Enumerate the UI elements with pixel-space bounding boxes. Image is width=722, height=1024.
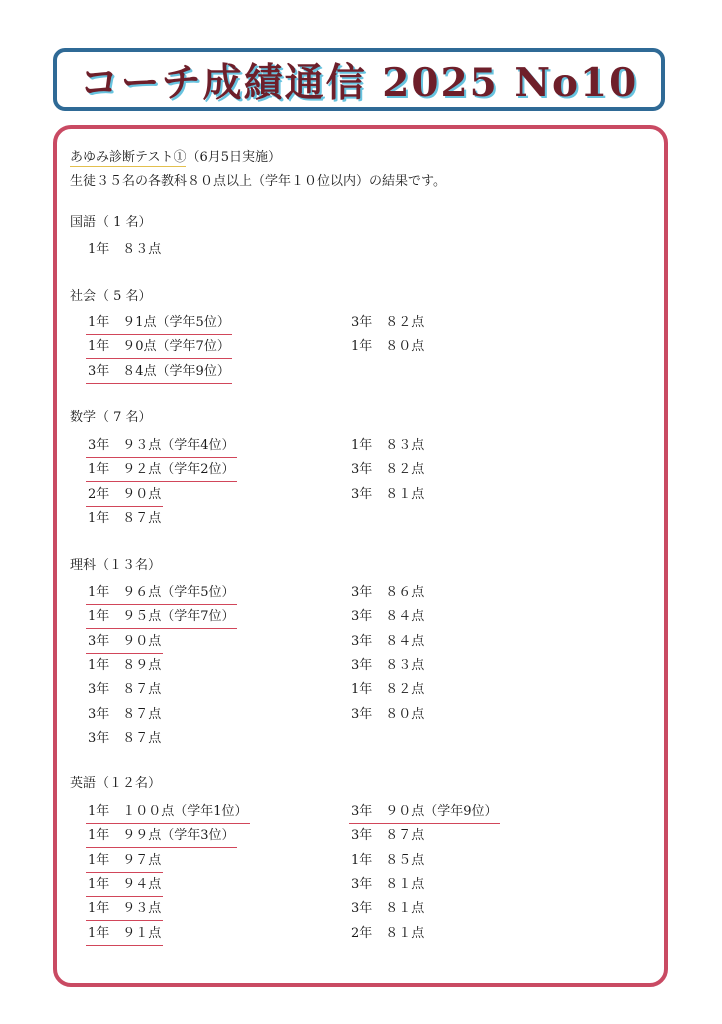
section-heading-kokugo: 国語（ 1 名） — [70, 215, 152, 230]
section-heading-sugaku: 数学（ 7 名） — [70, 410, 152, 425]
score-entry: 3年 ８１点 — [351, 876, 425, 892]
score-entry: 1年 ８２点 — [351, 682, 425, 698]
score-entry: 3年 ８４点 — [351, 633, 425, 649]
score-entry: 1年 ９５点（学年7位） — [86, 608, 237, 629]
score-entry: 3年 ９３点（学年4位） — [86, 437, 237, 458]
score-entry: 1年 ９７点 — [86, 852, 163, 873]
section-heading-eigo: 英語（１２名） — [70, 776, 162, 791]
score-entry: 2年 ９０点 — [86, 486, 163, 507]
score-entry: 3年 ８4点（学年9位） — [86, 363, 232, 384]
score-entry: 3年 ８７点 — [351, 828, 425, 844]
test-info-line — [70, 146, 446, 170]
score-entry: 2年 ８１点 — [351, 925, 425, 941]
score-entry: 1年 ８３点 — [88, 242, 162, 257]
score-entry: 3年 ８７点 — [88, 682, 162, 698]
score-entry: 3年 ８１点 — [351, 901, 425, 917]
score-entry: 3年 ８７点 — [88, 730, 162, 746]
score-entry: 3年 ８０点 — [351, 706, 425, 722]
score-entry: 1年 ９９点（学年3位） — [86, 827, 237, 848]
section-heading-shakai: 社会（ 5 名） — [70, 289, 152, 304]
score-entry: 1年 ９１点 — [86, 925, 163, 946]
score-entry: 1年 ８９点 — [88, 657, 162, 673]
score-entry: 1年 ９0点（学年7位） — [86, 338, 232, 359]
score-entry: 3年 ８２点 — [351, 462, 425, 478]
section-heading-rika: 理科（１３名） — [70, 558, 162, 573]
score-entry: 1年 ９２点（学年2位） — [86, 461, 237, 482]
score-entry: 1年 ９1点（学年5位） — [86, 314, 232, 335]
score-entry: 1年 ８５点 — [351, 852, 425, 868]
score-entry: 1年 ８０点 — [351, 339, 425, 355]
score-entry: 3年 ８４点 — [351, 609, 425, 625]
score-entry: 3年 ９０点（学年9位） — [349, 803, 500, 824]
score-entry: 1年 ９６点（学年5位） — [86, 584, 237, 605]
score-entry: 1年 ９３点 — [86, 900, 163, 921]
title-banner — [53, 48, 665, 111]
score-entry: 3年 ８１点 — [351, 486, 425, 502]
score-entry: 3年 ８６点 — [351, 585, 425, 600]
test-name: あゆみ診断テスト① — [70, 150, 187, 165]
score-entry: 3年 ８７点 — [88, 706, 162, 722]
page-title: コーチ成績通信 2025 No10 — [79, 59, 639, 106]
score-entry: 3年 ８３点 — [351, 657, 425, 673]
score-entry: 1年 １００点（学年1位） — [86, 803, 250, 824]
intro — [70, 146, 446, 194]
score-entry: 3年 ９０点 — [86, 633, 163, 654]
description: 生徒３５名の各教科８０点以上（学年１０位以内）の結果です。 — [70, 174, 446, 189]
score-entry: 1年 ９４点 — [86, 876, 163, 897]
score-entry: 1年 ８７点 — [88, 510, 162, 526]
score-entry: 3年 ８２点 — [351, 315, 425, 330]
test-date: （6月5日実施） — [186, 150, 282, 165]
score-entry: 1年 ８３点 — [351, 438, 425, 453]
